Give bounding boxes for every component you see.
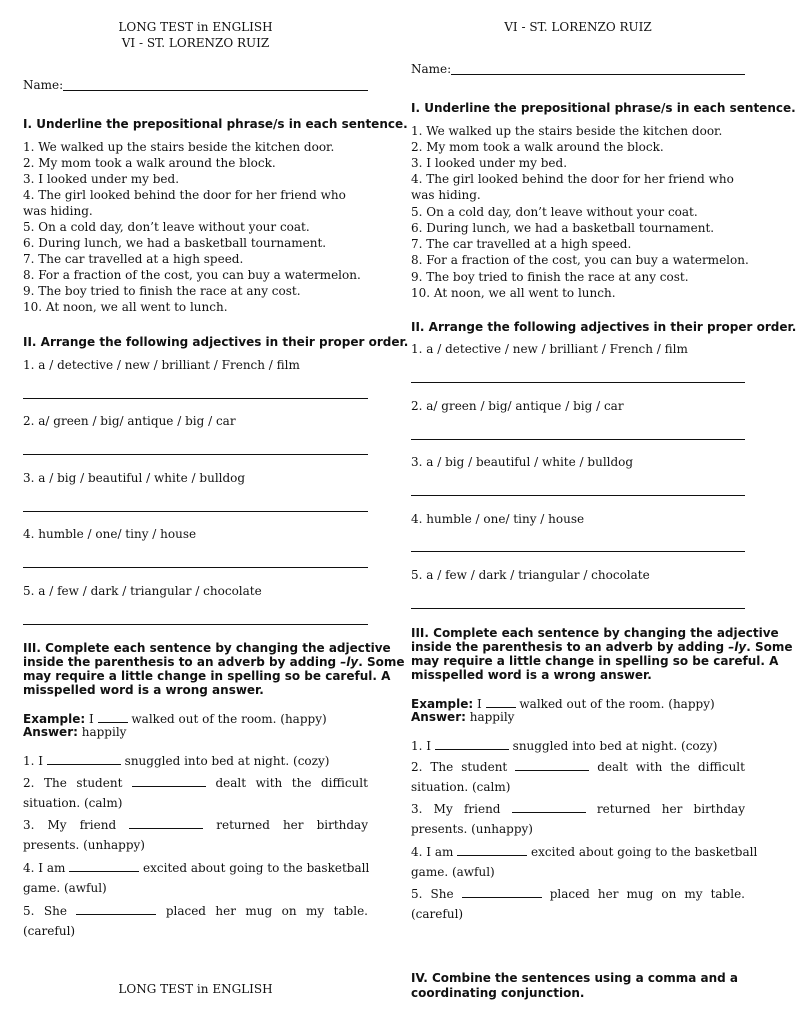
part3-heading-line: III. Complete each sentence by changing the adjective (411, 626, 779, 640)
question-text: placed her mug on my table. (165, 904, 368, 918)
part1-item: 3. I looked under my bed. (23, 172, 180, 186)
question-continuation: situation. (calm) (23, 796, 123, 810)
part3-heading-line (23, 655, 405, 669)
part4-heading-line: IV. Combine the sentences using a comma and a (411, 971, 738, 985)
answer-blank[interactable] (69, 860, 139, 872)
part3-heading-line: misspelled word is a wrong answer. (23, 683, 264, 697)
part3-heading-line (411, 640, 793, 654)
question-text: placed her mug on my table. (549, 887, 745, 901)
part1-item: 6. During lunch, we had a basketball tournament. (23, 236, 327, 250)
part1-item: 1. We walked up the stairs beside the kitchen door. (23, 140, 335, 154)
question-text: 5. She (23, 904, 67, 918)
answer-line[interactable] (23, 398, 368, 399)
footer-title: LONG TEST in ENGLISH (118, 982, 273, 996)
part1-item: was hiding. (23, 204, 93, 218)
example-text: walked out of the room. (happy) (519, 697, 715, 711)
question-text: excited about going to the basketball (531, 845, 758, 859)
question-continuation: presents. (unhappy) (411, 822, 533, 836)
part1-item: was hiding. (411, 188, 481, 202)
question-text: 1. I (411, 739, 432, 753)
part3-question (23, 903, 368, 918)
question-text: 3. My friend (411, 802, 501, 816)
example-row (23, 711, 368, 726)
answer-line[interactable] (23, 567, 368, 568)
section-title: VI - ST. LORENZO RUIZ (504, 20, 652, 34)
question-text: snuggled into bed at night. (cozy) (512, 739, 718, 753)
question-continuation: (careful) (411, 907, 464, 921)
question-text: excited about going to the basketball (143, 861, 370, 875)
answer-line[interactable] (23, 511, 368, 512)
test-title: LONG TEST in ENGLISH (118, 20, 273, 34)
example-label: Example: (23, 712, 86, 726)
part1-item: 9. The boy tried to finish the race at any cost. (411, 270, 689, 284)
answer-blank[interactable] (132, 775, 206, 787)
part1-heading: I. Underline the prepositional phrase/s in each sentence. (411, 101, 796, 115)
question-continuation: game. (awful) (23, 881, 107, 895)
part3-question (411, 801, 745, 816)
answer-blank[interactable] (129, 817, 203, 829)
part1-item: 5. On a cold day, don’t leave without your coat. (23, 220, 310, 234)
part3-heading-line: may require a little change in spelling so be careful. A (23, 669, 391, 683)
part3-question (23, 775, 368, 790)
section-title: VI - ST. LORENZO RUIZ (121, 36, 270, 50)
part1-heading: I. Underline the prepositional phrase/s in each sentence. (23, 117, 408, 131)
answer-text: happily (465, 710, 515, 724)
part3-heading-text: . Some (358, 655, 405, 669)
part1-item: 5. On a cold day, don’t leave without your coat. (411, 205, 698, 219)
example-text: walked out of the room. (happy) (131, 712, 327, 726)
question-text: 2. The student (411, 760, 508, 774)
part1-item: 2. My mom took a walk around the block. (23, 156, 276, 170)
answer-line[interactable] (411, 495, 745, 496)
part3-question (411, 886, 745, 901)
answer-label: Answer: (23, 725, 78, 739)
answer-blank[interactable] (462, 886, 542, 898)
part3-heading-line: III. Complete each sentence by changing the adjective (23, 641, 391, 655)
part1-item: 8. For a fraction of the cost, you can buy a watermelon. (411, 253, 749, 267)
question-text: 5. She (411, 887, 454, 901)
part1-item: 8. For a fraction of the cost, you can buy a watermelon. (23, 268, 361, 282)
part3-question (23, 860, 368, 875)
part3-heading-text: inside the parenthesis to an adverb by adding (411, 640, 729, 654)
name-field[interactable] (63, 90, 368, 91)
part3-heading-line: may require a little change in spelling so be careful. A (411, 654, 779, 668)
example-text: I (85, 712, 94, 726)
part3-question (411, 844, 758, 859)
part1-item: 1. We walked up the stairs beside the kitchen door. (411, 124, 723, 138)
part2-item: 5. a / few / dark / triangular / chocolate (411, 568, 650, 582)
question-text: 4. I am (23, 861, 66, 875)
answer-blank[interactable] (47, 753, 121, 765)
question-text: 3. My friend (23, 818, 117, 832)
question-text: snuggled into bed at night. (cozy) (124, 754, 330, 768)
name-label: Name: (23, 78, 64, 92)
part4-heading-line: coordinating conjunction. (411, 986, 585, 1000)
part1-item: 7. The car travelled at a high speed. (411, 237, 632, 251)
question-continuation: game. (awful) (411, 865, 495, 879)
answer-blank[interactable] (515, 759, 589, 771)
part2-item: 5. a / few / dark / triangular / chocolate (23, 584, 262, 598)
part1-item: 6. During lunch, we had a basketball tournament. (411, 221, 715, 235)
part3-question (411, 738, 745, 753)
answer-line[interactable] (23, 454, 368, 455)
part3-heading-line: misspelled word is a wrong answer. (411, 668, 652, 682)
answer-row (411, 710, 745, 724)
part1-item: 3. I looked under my bed. (411, 156, 568, 170)
answer-text: happily (77, 725, 127, 739)
part2-item: 4. humble / one/ tiny / house (411, 512, 585, 526)
question-continuation: presents. (unhappy) (23, 838, 145, 852)
part2-item: 2. a/ green / big/ antique / big / car (23, 414, 236, 428)
example-blank (486, 696, 516, 708)
question-text: dealt with the difficult (597, 760, 745, 774)
name-field[interactable] (451, 74, 745, 75)
part3-question (411, 759, 745, 774)
suffix-ly: –ly (728, 640, 747, 654)
part1-item: 10. At noon, we all went to lunch. (411, 286, 616, 300)
answer-line[interactable] (23, 624, 368, 625)
example-row (411, 696, 745, 711)
part2-item: 4. humble / one/ tiny / house (23, 527, 197, 541)
example-label: Example: (411, 697, 474, 711)
right-test-sheet (411, 0, 796, 1024)
answer-blank[interactable] (76, 903, 156, 915)
part2-heading: II. Arrange the following adjectives in their proper order. (23, 335, 409, 349)
question-text: returned her birthday (216, 818, 368, 832)
answer-line[interactable] (411, 382, 745, 383)
part2-item: 2. a/ green / big/ antique / big / car (411, 399, 624, 413)
question-text: 1. I (23, 754, 44, 768)
answer-blank[interactable] (435, 738, 509, 750)
example-text: I (473, 697, 482, 711)
name-label: Name: (411, 62, 452, 76)
part3-heading-text: inside the parenthesis to an adverb by adding (23, 655, 341, 669)
question-text: 2. The student (23, 776, 123, 790)
answer-blank[interactable] (512, 801, 586, 813)
part2-item: 1. a / detective / new / brilliant / French / film (411, 342, 688, 356)
answer-label: Answer: (411, 710, 466, 724)
part1-item: 4. The girl looked behind the door for her friend who (411, 172, 734, 186)
answer-line[interactable] (411, 551, 745, 552)
answer-line[interactable] (411, 608, 745, 609)
part2-item: 1. a / detective / new / brilliant / French / film (23, 358, 300, 372)
part1-item: 9. The boy tried to finish the race at any cost. (23, 284, 301, 298)
part2-item: 3. a / big / beautiful / white / bulldog (411, 455, 634, 469)
example-blank (98, 711, 128, 723)
part2-item: 3. a / big / beautiful / white / bulldog (23, 471, 246, 485)
question-text: dealt with the difficult (215, 776, 368, 790)
answer-line[interactable] (411, 439, 745, 440)
question-text: returned her birthday (596, 802, 745, 816)
suffix-ly: –ly (340, 655, 359, 669)
left-test-sheet (23, 0, 409, 1024)
question-continuation: situation. (calm) (411, 780, 511, 794)
part2-heading: II. Arrange the following adjectives in their proper order. (411, 320, 796, 334)
answer-row (23, 725, 368, 739)
part3-question (23, 817, 368, 832)
part1-item: 2. My mom took a walk around the block. (411, 140, 664, 154)
part3-heading-text: . Some (746, 640, 793, 654)
question-continuation: (careful) (23, 924, 76, 938)
part1-item: 4. The girl looked behind the door for her friend who (23, 188, 346, 202)
part1-item: 10. At noon, we all went to lunch. (23, 300, 228, 314)
part1-item: 7. The car travelled at a high speed. (23, 252, 244, 266)
answer-blank[interactable] (457, 844, 527, 856)
question-text: 4. I am (411, 845, 454, 859)
part3-question (23, 753, 368, 768)
